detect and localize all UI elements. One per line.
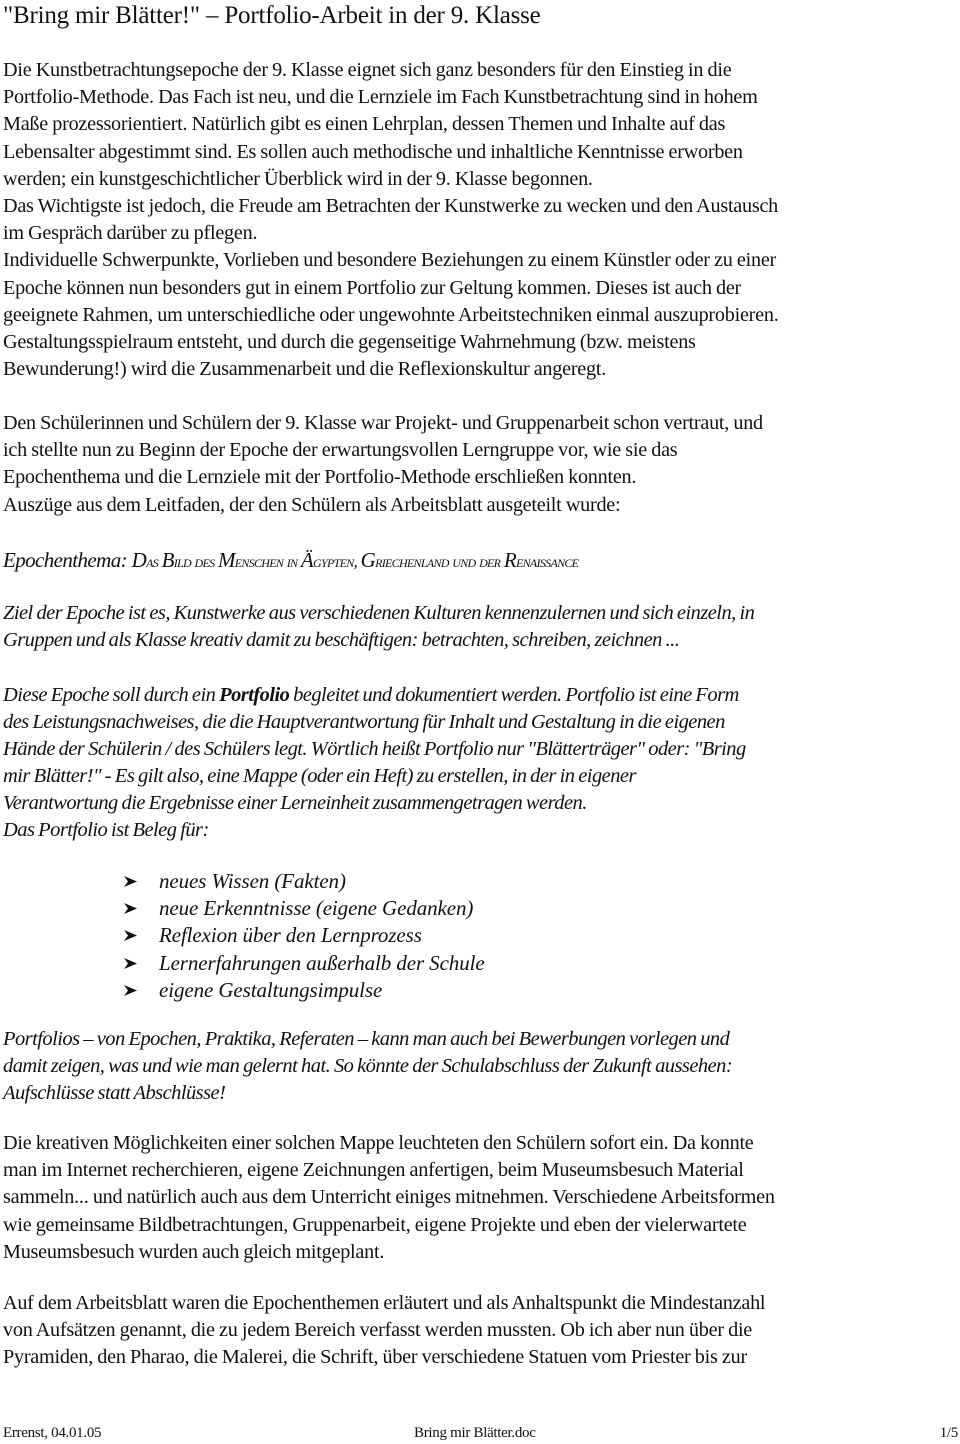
arrowhead-bullet-icon	[124, 958, 137, 969]
text-line: Auszüge aus dem Leitfaden, der den Schülern als Arbeitsblatt ausgeteilt wurde:	[3, 493, 621, 516]
text-line: Pyramiden, den Pharao, die Malerei, die Schrift, über verschiedene Statuen vom Priester bis zur	[3, 1346, 747, 1369]
intro-paragraph	[3, 57, 958, 383]
text-line: Individuelle Schwerpunkte, Vorlieben und besondere Beziehungen zu einem Künstler oder zu einer	[3, 249, 777, 272]
text-line: Die Kunstbetrachtungsepoche der 9. Klasse eignet sich ganz besonders für den Einstieg in die	[3, 59, 732, 81]
page-footer	[3, 1424, 958, 1444]
goal-paragraph	[3, 600, 958, 654]
text-line: Die kreativen Möglichkeiten einer solchen Mappe leuchteten den Schülern sofort ein. Da konnte	[3, 1132, 754, 1154]
text-line: werden; ein kunstgeschichtlicher Überblick wird in der 9. Klasse begonnen.	[3, 167, 593, 190]
text-line: Das Portfolio ist Beleg für:	[3, 819, 209, 841]
text-line: Lebensalter abgestimmt sind. Es sollen auch methodische und inhaltliche Kenntnisse erworben	[3, 140, 743, 163]
arrowhead-bullet-icon	[124, 876, 137, 887]
text-line: Epoche können nun besonders gut in einem Portfolio zur Geltung kommen. Dieses ist auch der	[3, 276, 742, 299]
worksheet-paragraph	[3, 1290, 958, 1372]
text-line: Bewunderung!) wird die Zusammenarbeit und die Reflexionskultur angeregt.	[3, 358, 607, 381]
list-item: Lernerfahrungen außerhalb der Schule	[120, 950, 485, 977]
text-line: Ziel der Epoche ist es, Kunstwerke aus verschiedenen Kulturen kennenzulernen und sich einzeln, in	[3, 602, 755, 624]
students-paragraph	[3, 410, 958, 519]
text-line: Maße prozessorientiert. Natürlich gibt es einen Lehrplan, dessen Themen und Inhalte auf das	[3, 113, 726, 136]
text-line: mir Blätter!" - Es gilt also, eine Mappe (oder ein Heft) zu erstellen, in der in eigener	[3, 765, 636, 787]
creative-paragraph	[3, 1130, 958, 1266]
document-title: "Bring mir Blätter!" – Portfolio-Arbeit in der 9. Klasse	[3, 2, 541, 29]
text-line: Museumsbesuch wurden auch gleich mitgeplant.	[3, 1240, 385, 1263]
epoch-theme-title: Das Bild des Menschen in Ägypten, Griechenland und der Renaissance	[131, 548, 579, 572]
portfolios-note-paragraph	[3, 1026, 958, 1107]
portfolio-paragraph	[3, 682, 958, 844]
text-line: man im Internet recherchieren, eigene Zeichnungen anfertigen, beim Museumsbesuch Material	[3, 1159, 744, 1182]
text-line: ich stellte nun zu Beginn der Epoche der erwartungsvollen Lerngruppe vor, wie sie das	[3, 439, 678, 462]
epoch-theme-label: Epochenthema:	[3, 548, 127, 572]
text-line: Aufschlüsse statt Abschlüsse!	[3, 1082, 226, 1104]
text-line: im Gespräch darüber zu pflegen.	[3, 222, 258, 245]
text-line: des Leistungsnachweises, die die Hauptverantwortung für Inhalt und Gestaltung in die eigenen	[3, 711, 725, 733]
arrowhead-bullet-icon	[124, 985, 137, 996]
evidence-list	[120, 868, 485, 1004]
text-line: geeignete Rahmen, um unterschiedliche oder ungewohnte Arbeitstechniken einmal auszuprobieren.	[3, 303, 779, 326]
footer-page-number: 1/5	[939, 1425, 958, 1441]
text-line: Portfolio-Methode. Das Fach ist neu, und die Lernziele im Fach Kunstbetrachtung sind in hohem	[3, 86, 758, 109]
epoch-theme-heading	[3, 546, 578, 576]
list-item: eigene Gestaltungsimpulse	[120, 977, 485, 1004]
text-line: Verantwortung die Ergebnisse einer Lerneinheit zusammengetragen werden.	[3, 792, 587, 814]
footer-filename: Bring mir Blätter.doc	[414, 1425, 536, 1441]
text-line: sammeln... und natürlich auch aus dem Unterricht einiges mitnehmen. Verschiedene Arbeitsformen	[3, 1186, 775, 1209]
arrowhead-bullet-icon	[124, 903, 137, 914]
text-line: wie gemeinsame Bildbetrachtungen, Gruppenarbeit, eigene Projekte und eben der vielerwartete	[3, 1213, 747, 1236]
list-item: Reflexion über den Lernprozess	[120, 922, 485, 949]
text-line: Den Schülerinnen und Schülern der 9. Klasse war Projekt- und Gruppenarbeit schon vertraut, und	[3, 412, 763, 434]
text-line: Portfolios – von Epochen, Praktika, Referaten – kann man auch bei Bewerbungen vorlegen und	[3, 1028, 730, 1050]
text-line: Gruppen und als Klasse kreativ damit zu beschäftigen: betrachten, schreiben, zeichnen ...	[3, 629, 680, 651]
portfolio-bold-term: Portfolio	[219, 684, 290, 706]
text-line: Das Wichtigste ist jedoch, die Freude am Betrachten der Kunstwerke zu wecken und den Austausch	[3, 195, 779, 218]
footer-author-date: Errenst, 04.01.05	[3, 1425, 102, 1441]
text-line: damit zeigen, was und wie man gelernt hat. So könnte der Schulabschluss der Zukunft aussehen:	[3, 1055, 733, 1077]
text-line: von Aufsätzen genannt, die zu jedem Bereich verfasst werden mussten. Ob ich aber nun über die	[3, 1319, 753, 1342]
list-item: neues Wissen (Fakten)	[120, 868, 485, 895]
text-line: Auf dem Arbeitsblatt waren die Epochenthemen erläutert und als Anhaltspunkt die Mindestanzahl	[3, 1292, 766, 1314]
text-line: Epochenthema und die Lernziele mit der Portfolio-Methode erschließen konnten.	[3, 466, 637, 489]
text-line: Diese Epoche soll durch ein Portfolio begleitet und dokumentiert werden. Portfolio ist eine Form	[3, 684, 739, 706]
list-item: neue Erkenntnisse (eigene Gedanken)	[120, 895, 485, 922]
arrowhead-bullet-icon	[124, 930, 137, 941]
text-line: Hände der Schülerin / des Schülers legt. Wörtlich heißt Portfolio nur "Blätterträger" oder: "Bring	[3, 738, 746, 760]
text-line: Gestaltungsspielraum entsteht, und durch die gegenseitige Wahrnehmung (bzw. meistens	[3, 331, 696, 354]
